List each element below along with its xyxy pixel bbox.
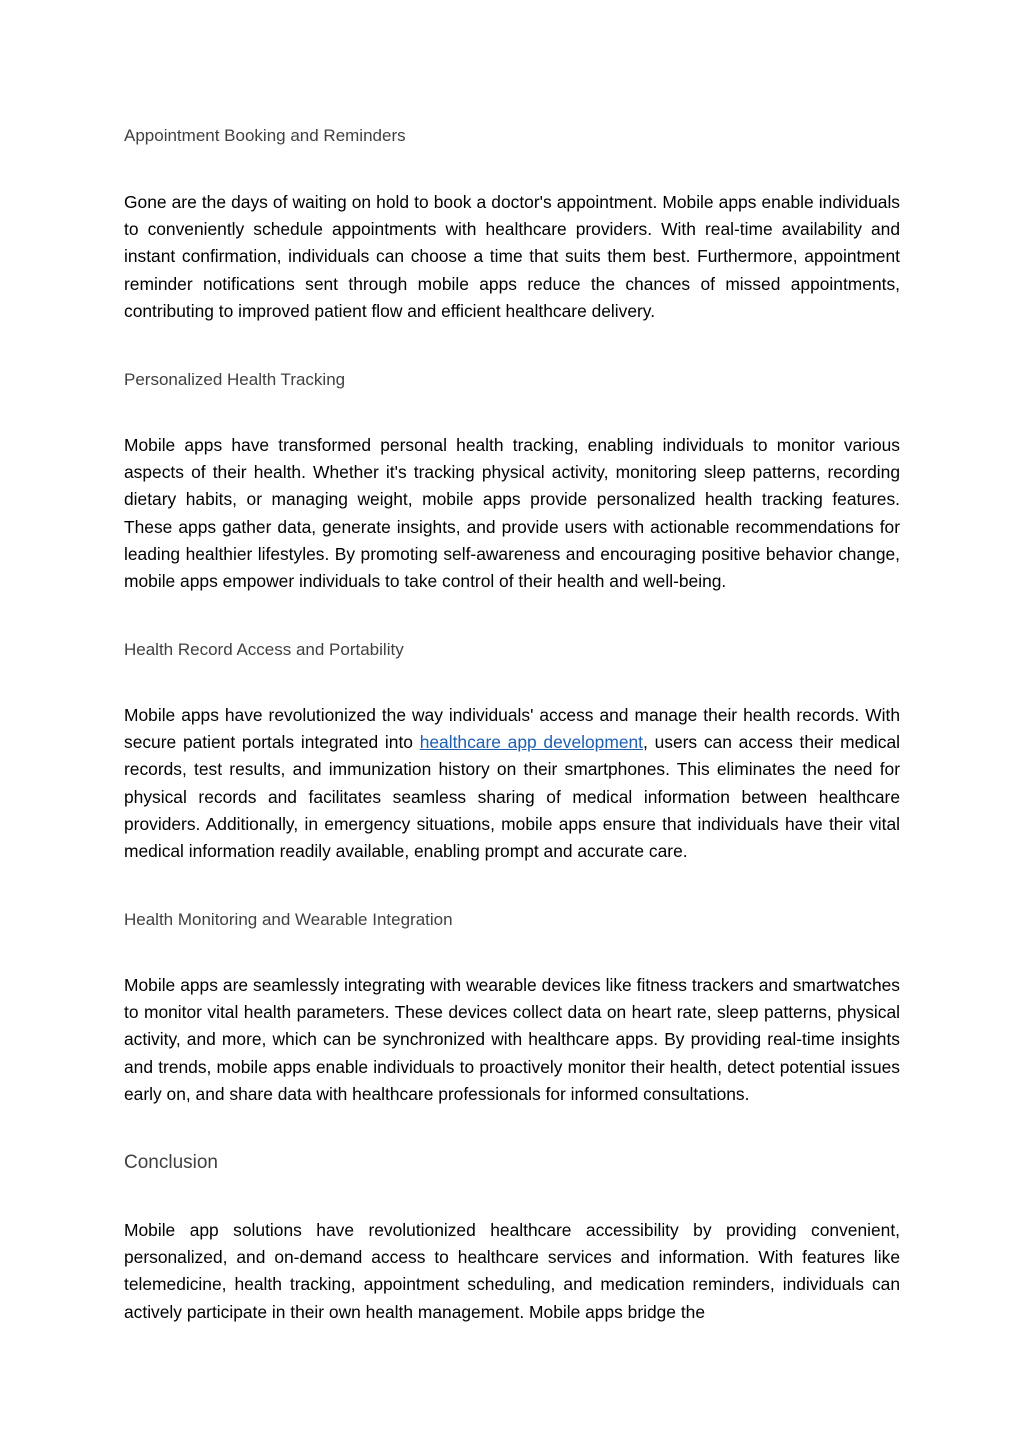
paragraph-conclusion: Mobile app solutions have revolutionized healthcare accessibility by providing convenient, personalized, and on-demand access to healthcare services and information. With features like telemedicine, health tracking, appointment scheduling, and medication reminders, individuals can actively participate in their own health management. Mobile apps bridge the xyxy=(124,1220,900,1322)
heading-health-monitoring: Health Monitoring and Wearable Integration xyxy=(124,910,453,929)
healthcare-app-development-link[interactable]: healthcare app development xyxy=(419,732,644,753)
heading-personalized-health-tracking: Personalized Health Tracking xyxy=(124,370,346,389)
paragraph-appointment-booking: Gone are the days of waiting on hold to book a doctor's appointment. Mobile apps enable individuals to conveniently schedule appointments with healthcare providers. With real-time availability and instant confirmation, individuals can choose a time that suits them best. Furthermore, appointment reminder notifications sent through mobile apps reduce the chances of missed appointments, contributing to improved patient flow and efficient healthcare delivery. xyxy=(124,192,900,321)
paragraph-health-record-access xyxy=(124,702,900,865)
paragraph-text-before-link: Mobile apps have revolutionized the way individuals' access and manage their health records. With secure patient portals integrated into xyxy=(124,705,900,753)
heading-appointment-booking: Appointment Booking and Reminders xyxy=(124,126,406,145)
paragraph-text-after-link: , users can access their medical records, test results, and immunization history on their smartphones. This eliminates the need for physical records and facilitates seamless sharing of medical information between healthcare providers. Additionally, in emergency situations, mobile apps ensure that individuals have their vital medical information readily available, enabling prompt and accurate care. xyxy=(124,732,901,862)
heading-health-record-access: Health Record Access and Portability xyxy=(124,640,404,659)
heading-conclusion: Conclusion xyxy=(124,1152,218,1173)
paragraph-health-monitoring: Mobile apps are seamlessly integrating with wearable devices like fitness trackers and smartwatches to monitor vital health parameters. These devices collect data on heart rate, sleep patterns, physical activity, and more, which can be synchronized with healthcare apps. By providing real-time insights and trends, mobile apps enable individuals to proactively monitor their health, detect potential issues early on, and share data with healthcare professionals for informed consultations. xyxy=(124,975,900,1104)
paragraph-personalized-health-tracking: Mobile apps have transformed personal health tracking, enabling individuals to monitor various aspects of their health. Whether it's tracking physical activity, monitoring sleep patterns, recording dietary habits, or managing weight, mobile apps provide personalized health tracking features. These apps gather data, generate insights, and provide users with actionable recommendations for leading healthier lifestyles. By promoting self-awareness and encouraging positive behavior change, mobile apps empower individuals to take control of their health and well-being. xyxy=(124,435,900,592)
